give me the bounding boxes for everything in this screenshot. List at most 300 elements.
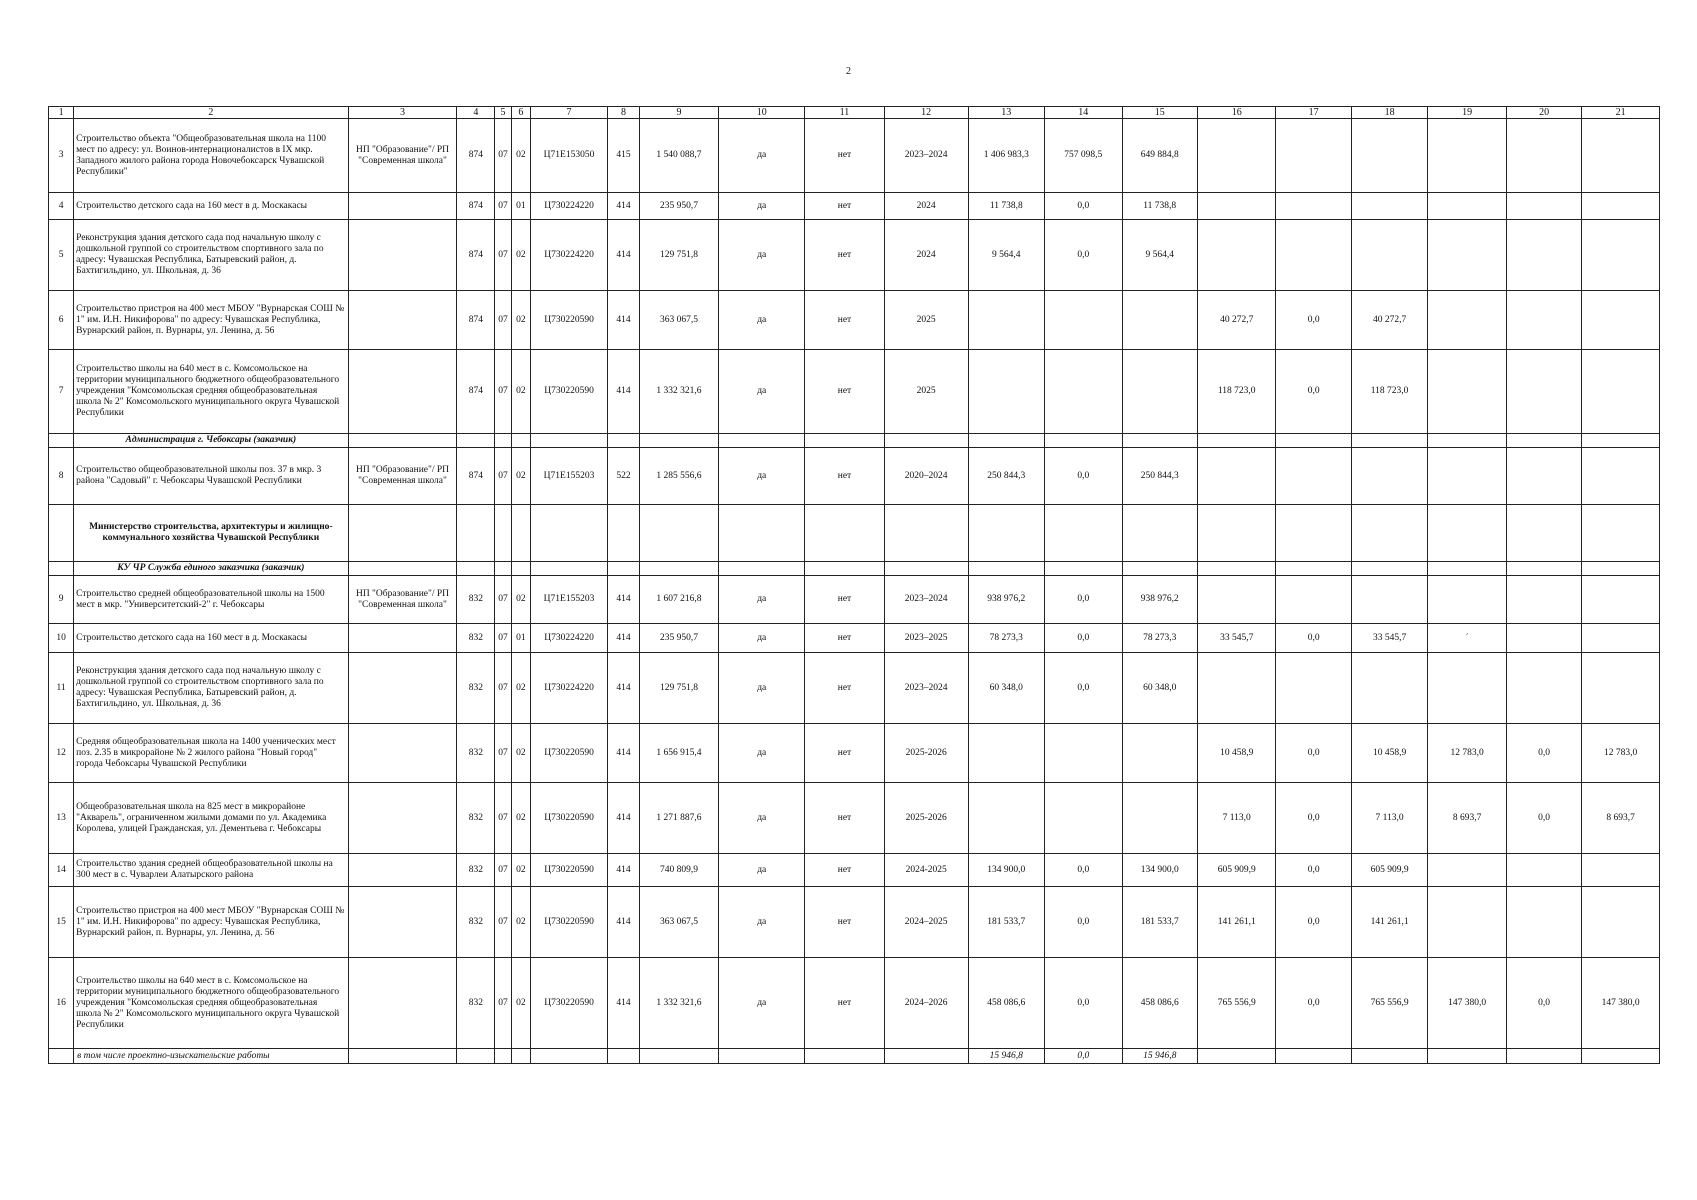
project-name <box>348 220 457 291</box>
cell <box>1582 291 1660 350</box>
cell: нет <box>805 576 885 624</box>
cell: 765 556,9 <box>1351 958 1427 1049</box>
cell: 07 <box>495 576 512 624</box>
cell: Ц730220590 <box>530 724 608 783</box>
cell: 832 <box>457 576 495 624</box>
cell <box>1582 624 1660 653</box>
cell <box>1428 887 1507 958</box>
section-row <box>49 505 1660 562</box>
cell: 10 458,9 <box>1197 724 1276 783</box>
cell: да <box>719 724 805 783</box>
cell: 0,0 <box>1276 291 1351 350</box>
cell <box>1428 291 1507 350</box>
cell <box>1582 887 1660 958</box>
row-number: 16 <box>49 958 74 1049</box>
cell: 1 406 983,3 <box>968 119 1044 193</box>
cell: 1 285 556,6 <box>639 448 719 505</box>
header-cell: 17 <box>1276 107 1351 119</box>
investment-objects-table <box>48 106 1660 1064</box>
header-cell: 6 <box>511 107 530 119</box>
header-cell: 13 <box>968 107 1044 119</box>
cell: 0,0 <box>1045 624 1123 653</box>
cell: 60 348,0 <box>1122 653 1197 724</box>
section-row <box>49 434 1660 448</box>
cell <box>1582 220 1660 291</box>
cell: 02 <box>511 653 530 724</box>
cell: 874 <box>457 448 495 505</box>
cell <box>1506 291 1581 350</box>
project-name: НП "Образование"/ РП "Современная школа" <box>348 576 457 624</box>
header-cell: 14 <box>1045 107 1123 119</box>
cell <box>1351 220 1427 291</box>
cell <box>1276 220 1351 291</box>
cell: 2025 <box>884 350 968 434</box>
cell: 2020–2024 <box>884 448 968 505</box>
cell: да <box>719 291 805 350</box>
table-row <box>49 350 1660 434</box>
cell: нет <box>805 887 885 958</box>
row-number: 5 <box>49 220 74 291</box>
cell <box>1197 220 1276 291</box>
header-cell: 11 <box>805 107 885 119</box>
cell <box>1428 119 1507 193</box>
header-cell: 4 <box>457 107 495 119</box>
project-name <box>348 783 457 854</box>
header-cell: 15 <box>1122 107 1197 119</box>
cell: нет <box>805 653 885 724</box>
cell: 740 809,9 <box>639 854 719 887</box>
project-name <box>348 854 457 887</box>
cell: 134 900,0 <box>968 854 1044 887</box>
cell: 414 <box>608 887 639 958</box>
cell: 363 067,5 <box>639 887 719 958</box>
cell: Ц730220590 <box>530 887 608 958</box>
row-number: 9 <box>49 576 74 624</box>
cell: 0,0 <box>1045 958 1123 1049</box>
cell <box>1582 350 1660 434</box>
cell: 605 909,9 <box>1351 854 1427 887</box>
cell: 12 783,0 <box>1428 724 1507 783</box>
header-cell: 2 <box>74 107 348 119</box>
object-name: Средняя общеобразовательная школа на 1400 ученических мест поз. 2.35 в микрорайоне № 2 жилого района "Новый город" города Чебоксары Чувашской Республики <box>74 724 348 783</box>
cell: 07 <box>495 193 512 220</box>
cell <box>1506 193 1581 220</box>
project-name <box>348 350 457 434</box>
cell: 07 <box>495 448 512 505</box>
cell: 78 273,3 <box>968 624 1044 653</box>
cell <box>1428 854 1507 887</box>
cell: 250 844,3 <box>968 448 1044 505</box>
cell <box>1276 119 1351 193</box>
object-name: Строительство школы на 640 мест в с. Комсомольское на территории муниципального бюджетного общеобразовательного учреждения "Комсомольская средняя общеобразовательная школа № 2" Комсомольского муниципального округа Чувашской Республики <box>74 350 348 434</box>
object-name: Реконструкция здания детского сада под начальную школу с дошкольной группой со строительством спортивного зала по адресу: Чувашская Республика, Батыревский район, д. Бахтигильдино, ул. Школьная, д. 36 <box>74 220 348 291</box>
table-row <box>49 624 1660 653</box>
cell: нет <box>805 724 885 783</box>
header-cell: 21 <box>1582 107 1660 119</box>
cell: 02 <box>511 350 530 434</box>
cell <box>1351 653 1427 724</box>
cell <box>1276 193 1351 220</box>
cell: 0,0 <box>1045 448 1123 505</box>
cell <box>968 724 1044 783</box>
cell <box>1506 350 1581 434</box>
object-name: Строительство пристроя на 400 мест МБОУ "Вурнарская СОШ № 1" им. И.Н. Никифорова" по адресу: Чувашская Республика, Вурнарский район, п. Вурнары, ул. Ленина, д. 56 <box>74 887 348 958</box>
cell: 0,0 <box>1276 350 1351 434</box>
cell <box>1582 653 1660 724</box>
cell: 874 <box>457 291 495 350</box>
cell: 874 <box>457 193 495 220</box>
cell: 0,0 <box>1276 854 1351 887</box>
cell <box>1351 576 1427 624</box>
cell: 02 <box>511 724 530 783</box>
row-number: 7 <box>49 350 74 434</box>
header-cell: 18 <box>1351 107 1427 119</box>
object-name: Строительство средней общеобразовательной школы на 1500 мест в мкр. "Университетский-2" г. Чебоксары <box>74 576 348 624</box>
project-name <box>348 887 457 958</box>
cell: 874 <box>457 350 495 434</box>
cell <box>1045 783 1123 854</box>
cell: 07 <box>495 350 512 434</box>
cell: 07 <box>495 958 512 1049</box>
cell: 458 086,6 <box>968 958 1044 1049</box>
cell: 07 <box>495 724 512 783</box>
cell <box>1506 220 1581 291</box>
cell: 1 332 321,6 <box>639 958 719 1049</box>
cell <box>1428 653 1507 724</box>
cell: нет <box>805 291 885 350</box>
cell: Ц730224220 <box>530 653 608 724</box>
cell <box>968 291 1044 350</box>
cell: Ц71Е155203 <box>530 448 608 505</box>
cell <box>1582 119 1660 193</box>
table-row <box>49 958 1660 1049</box>
cell: Ц71Е153050 <box>530 119 608 193</box>
cell: 33 545,7 <box>1197 624 1276 653</box>
cell <box>1197 576 1276 624</box>
cell <box>1276 653 1351 724</box>
cell: 15 946,8 <box>1122 1049 1197 1064</box>
cell: 07 <box>495 220 512 291</box>
project-name: НП "Образование"/ РП "Современная школа" <box>348 119 457 193</box>
cell: 235 950,7 <box>639 193 719 220</box>
cell <box>1351 119 1427 193</box>
cell: 02 <box>511 576 530 624</box>
cell: 414 <box>608 193 639 220</box>
cell: 0,0 <box>1045 854 1123 887</box>
cell: 02 <box>511 448 530 505</box>
cell: 832 <box>457 724 495 783</box>
table-row <box>49 854 1660 887</box>
cell: 0,0 <box>1276 724 1351 783</box>
cell: 414 <box>608 854 639 887</box>
table-row <box>49 724 1660 783</box>
cell: 7 113,0 <box>1351 783 1427 854</box>
cell: 2024-2025 <box>884 854 968 887</box>
cell: 1 607 216,8 <box>639 576 719 624</box>
cell: 02 <box>511 854 530 887</box>
cell: 414 <box>608 576 639 624</box>
table-row <box>49 291 1660 350</box>
header-cell: 16 <box>1197 107 1276 119</box>
cell <box>1582 193 1660 220</box>
cell: 02 <box>511 291 530 350</box>
cell: 40 272,7 <box>1351 291 1427 350</box>
cell: 2025 <box>884 291 968 350</box>
cell: 07 <box>495 119 512 193</box>
cell: 02 <box>511 887 530 958</box>
cell <box>1428 220 1507 291</box>
cell: 8 693,7 <box>1428 783 1507 854</box>
cell: 0,0 <box>1276 624 1351 653</box>
cell: нет <box>805 119 885 193</box>
cell: 12 783,0 <box>1582 724 1660 783</box>
cell: 250 844,3 <box>1122 448 1197 505</box>
cell: 832 <box>457 854 495 887</box>
cell: 141 261,1 <box>1351 887 1427 958</box>
cell: 11 738,8 <box>1122 193 1197 220</box>
cell <box>968 350 1044 434</box>
cell: 118 723,0 <box>1197 350 1276 434</box>
cell: 235 950,7 <box>639 624 719 653</box>
cell: ´ <box>1428 624 1507 653</box>
cell: да <box>719 350 805 434</box>
cell: 129 751,8 <box>639 653 719 724</box>
cell: да <box>719 220 805 291</box>
section-ku: КУ ЧР Служба единого заказчика (заказчик) <box>74 562 348 576</box>
row-number: 4 <box>49 193 74 220</box>
cell: 40 272,7 <box>1197 291 1276 350</box>
cell: нет <box>805 854 885 887</box>
table-row <box>49 119 1660 193</box>
project-name <box>348 653 457 724</box>
cell <box>968 783 1044 854</box>
cell: 874 <box>457 220 495 291</box>
cell: 0,0 <box>1506 958 1581 1049</box>
cell: да <box>719 958 805 1049</box>
cell <box>1351 193 1427 220</box>
cell: 141 261,1 <box>1197 887 1276 958</box>
cell <box>1428 576 1507 624</box>
cell: 07 <box>495 854 512 887</box>
cell: да <box>719 576 805 624</box>
cell: 1 271 887,6 <box>639 783 719 854</box>
cell: 181 533,7 <box>968 887 1044 958</box>
header-cell: 10 <box>719 107 805 119</box>
cell: 0,0 <box>1045 220 1123 291</box>
cell: Ц730224220 <box>530 220 608 291</box>
cell <box>1045 350 1123 434</box>
cell: 414 <box>608 653 639 724</box>
cell: 134 900,0 <box>1122 854 1197 887</box>
cell: 832 <box>457 624 495 653</box>
cell <box>1122 350 1197 434</box>
cell: 9 564,4 <box>1122 220 1197 291</box>
cell: 414 <box>608 291 639 350</box>
cell: Ц730220590 <box>530 958 608 1049</box>
section-ministry: Министерство строительства, архитектуры и жилищно-коммунального хозяйства Чувашской Республики <box>74 505 348 562</box>
cell: да <box>719 783 805 854</box>
header-cell: 7 <box>530 107 608 119</box>
object-name: Строительство детского сада на 160 мест в д. Москакасы <box>74 624 348 653</box>
table-row <box>49 576 1660 624</box>
cell <box>1122 783 1197 854</box>
cell: да <box>719 887 805 958</box>
cell: 01 <box>511 193 530 220</box>
cell <box>1197 193 1276 220</box>
cell: 8 693,7 <box>1582 783 1660 854</box>
object-name: Строительство детского сада на 160 мест в д. Москакасы <box>74 193 348 220</box>
cell: 2025-2026 <box>884 783 968 854</box>
table-row <box>49 653 1660 724</box>
cell: 02 <box>511 958 530 1049</box>
cell: 02 <box>511 783 530 854</box>
object-name: Строительство здания средней общеобразовательной школы на 300 мест в с. Чуварлеи Алатырского района <box>74 854 348 887</box>
object-name: Строительство общеобразовательной школы поз. 37 в мкр. 3 района "Садовый" г. Чебоксары Чувашской Республики <box>74 448 348 505</box>
project-name <box>348 958 457 1049</box>
cell: 415 <box>608 119 639 193</box>
cell: 2024–2026 <box>884 958 968 1049</box>
cell: 9 564,4 <box>968 220 1044 291</box>
cell <box>1276 576 1351 624</box>
cell: 2023–2024 <box>884 119 968 193</box>
cell: 765 556,9 <box>1197 958 1276 1049</box>
design-works-label: в том числе проектно-изыскательские работы <box>74 1049 348 1064</box>
project-name: НП "Образование"/ РП "Современная школа" <box>348 448 457 505</box>
cell <box>1582 854 1660 887</box>
cell: Ц730220590 <box>530 291 608 350</box>
cell: 11 738,8 <box>968 193 1044 220</box>
cell: нет <box>805 220 885 291</box>
cell: 0,0 <box>1045 887 1123 958</box>
cell: нет <box>805 448 885 505</box>
cell: 414 <box>608 958 639 1049</box>
cell: да <box>719 193 805 220</box>
cell: 147 380,0 <box>1428 958 1507 1049</box>
cell: 1 540 088,7 <box>639 119 719 193</box>
cell <box>1122 724 1197 783</box>
section-row <box>49 562 1660 576</box>
cell: нет <box>805 624 885 653</box>
cell: нет <box>805 193 885 220</box>
cell: 414 <box>608 350 639 434</box>
cell: 757 098,5 <box>1045 119 1123 193</box>
cell: 832 <box>457 958 495 1049</box>
object-name: Строительство объекта "Общеобразовательная школа на 1100 мест по адресу: ул. Воинов-интернационалистов в IX мкр. Западного жилого района города Новочебоксарск Чувашской Республики" <box>74 119 348 193</box>
cell: 414 <box>608 624 639 653</box>
cell: 363 067,5 <box>639 291 719 350</box>
cell: 832 <box>457 887 495 958</box>
cell: 2024 <box>884 220 968 291</box>
cell <box>1506 119 1581 193</box>
header-cell: 8 <box>608 107 639 119</box>
row-number: 10 <box>49 624 74 653</box>
page-number: 2 <box>846 66 851 77</box>
cell: 0,0 <box>1276 887 1351 958</box>
cell <box>1506 653 1581 724</box>
cell: 147 380,0 <box>1582 958 1660 1049</box>
cell: 15 946,8 <box>968 1049 1044 1064</box>
cell: 2024 <box>884 193 968 220</box>
cell <box>1506 576 1581 624</box>
cell <box>1197 653 1276 724</box>
cell: 07 <box>495 887 512 958</box>
cell: нет <box>805 958 885 1049</box>
row-number: 11 <box>49 653 74 724</box>
cell <box>1122 291 1197 350</box>
cell <box>1197 119 1276 193</box>
cell <box>1428 193 1507 220</box>
cell: 832 <box>457 783 495 854</box>
cell: 60 348,0 <box>968 653 1044 724</box>
project-name <box>348 724 457 783</box>
cell: 2023–2024 <box>884 576 968 624</box>
cell: 33 545,7 <box>1351 624 1427 653</box>
table-row <box>49 193 1660 220</box>
header-cell: 1 <box>49 107 74 119</box>
cell: 832 <box>457 653 495 724</box>
cell: 0,0 <box>1506 724 1581 783</box>
cell: да <box>719 854 805 887</box>
cell: 1 656 915,4 <box>639 724 719 783</box>
cell: 02 <box>511 119 530 193</box>
cell: 1 332 321,6 <box>639 350 719 434</box>
cell: Ц730224220 <box>530 624 608 653</box>
cell: 938 976,2 <box>968 576 1044 624</box>
header-cell: 12 <box>884 107 968 119</box>
cell: да <box>719 119 805 193</box>
cell: 07 <box>495 783 512 854</box>
cell <box>1506 887 1581 958</box>
cell: 874 <box>457 119 495 193</box>
column-number-header <box>49 107 1660 119</box>
header-cell: 3 <box>348 107 457 119</box>
cell: 414 <box>608 724 639 783</box>
cell: Ц730224220 <box>530 193 608 220</box>
cell: 129 751,8 <box>639 220 719 291</box>
cell: 0,0 <box>1276 958 1351 1049</box>
cell <box>1506 854 1581 887</box>
header-cell: 20 <box>1506 107 1581 119</box>
cell: 2024–2025 <box>884 887 968 958</box>
table-row <box>49 220 1660 291</box>
cell: нет <box>805 350 885 434</box>
cell: Ц730220590 <box>530 854 608 887</box>
row-number: 8 <box>49 448 74 505</box>
cell: да <box>719 624 805 653</box>
table-row <box>49 887 1660 958</box>
cell <box>1045 291 1123 350</box>
cell: 2025-2026 <box>884 724 968 783</box>
cell: 01 <box>511 624 530 653</box>
row-number: 6 <box>49 291 74 350</box>
note-row <box>49 1049 1660 1064</box>
cell: 07 <box>495 653 512 724</box>
cell: да <box>719 653 805 724</box>
cell: да <box>719 448 805 505</box>
cell: 0,0 <box>1045 653 1123 724</box>
row-number: 14 <box>49 854 74 887</box>
cell: 0,0 <box>1045 1049 1123 1064</box>
cell: 522 <box>608 448 639 505</box>
project-name <box>348 193 457 220</box>
cell: 7 113,0 <box>1197 783 1276 854</box>
row-number: 15 <box>49 887 74 958</box>
cell: 414 <box>608 220 639 291</box>
cell: 938 976,2 <box>1122 576 1197 624</box>
object-name: Общеобразовательная школа на 825 мест в микрорайоне "Акварель", ограниченном жилыми домами по ул. Академика Королева, улицей Гражданская, ул. Дементьева г. Чебоксары <box>74 783 348 854</box>
row-number: 13 <box>49 783 74 854</box>
cell: 02 <box>511 220 530 291</box>
